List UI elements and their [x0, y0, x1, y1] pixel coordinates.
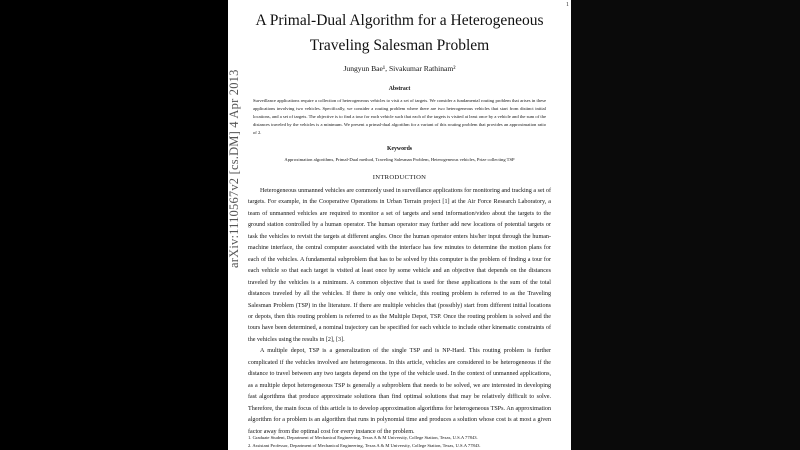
paper-title-line-1: A Primal-Dual Algorithm for a Heterogeneous [255, 12, 544, 29]
footnote-2: 2. Assistant Professor, Department of Mechanical Engineering, Texas A & M University, College Station, Texas, U.S.A 77843. [248, 442, 481, 448]
footnotes [248, 434, 551, 449]
keywords-text: Approximation algorithms, Primal-Dual method, Traveling Salesman Problem, Heterogeneous vehicles, Prize collecting TSP [284, 157, 515, 162]
paper-authors: Jungyun Bae¹, Sivakumar Rathinam² [343, 64, 456, 73]
page-corner-mark: 1 [566, 2, 569, 8]
introduction-heading: INTRODUCTION [372, 174, 427, 181]
intro-paragraph-1: Heterogeneous unmanned vehicles are commonly used in surveillance applications for monitoring and tracking a set of targets. For example, in the Cooperative Operations in Urban Terrain project [1] at the Air Force Research Laboratory, a team of unmanned vehicles are required to monitor a set of targets and send information/video about the targets to the ground station controlled by a human operator. The human operator may further add new locations of potential targets or task the vehicles to revisit the targets at different angles. Once the human operator enters his/her input through the human-machine interface, the central computer associated with the interface has few minutes to determine the motion plans for each of the vehicles. A fundamental subproblem that has to be solved by this computer is the problem of finding a tour for each vehicle so that each target is visited at least once by some vehicle and an objective that depends on the distances traveled by the vehicles is a minimum. A common objective that is used for these applications is the sum of the total distances traveled by all the vehicles. If there is only one vehicle, this routing problem is referred to as the Traveling Salesman Problem (TSP) in the literature. If there are multiple vehicles that (possibly) start from different initial locations or depots, then this routing problem is referred to as the Multiple Depot, TSP. Once the routing problem is solved and the tours have been determined, a nominal trajectory can be specified for each vehicle to include other kinematic constraints of the vehicles using the results in [2], [3]. [248, 188, 551, 343]
paper-page [228, 0, 571, 450]
paper-title-line-2: Traveling Salesman Problem [309, 37, 490, 54]
keywords-heading: Keywords [386, 146, 413, 152]
viewer-background [571, 0, 800, 450]
footnote-1: 1. Graduate Student, Department of Mechanical Engineering, Texas A & M University, College Station, Texas, U.S.A 77843. [248, 435, 478, 440]
intro-paragraph-2: A multiple depot, TSP is a generalization of the single TSP and is NP-Hard. This routing problem is further complicated if the vehicles involved are heterogeneous. In this article, vehicles are considered to be heterogeneous if the distance to travel between any two targets depend on the type of the vehicle used. In the context of unmanned applications, as a multiple depot heterogeneous TSP is generally a subproblem that needs to be solved, we are interested in developing fast algorithms that produce approximate solutions than find optimal solutions that may be relatively difficult to solve. Therefore, the main focus of this article is to develop approximation algorithms for heterogeneous TSPs. An approximation algorithm for a problem is an algorithm that runs in polynomial time and produces a solution whose cost is at most a given factor away from the optimal cost for every instance of the problem. [248, 348, 551, 435]
introduction-body [248, 186, 551, 438]
abstract-heading: Abstract [388, 86, 411, 92]
abstract-text: Surveillance applications require a collection of heterogeneous vehicles to visit a set of targets. We consider a fundamental routing problem that arises in these applications involving two vehicles. Specifically, we consider a routing problem where there are two heterogeneous vehicles that start from distinct initial locations, and a set of targets. The objective is to find a tour for each vehicle such that each of the targets is visited at least once by a vehicle and the sum of the distances traveled by the vehicles is a minimum. We present a primal-dual algorithm for a variant of this routing problem that provides an approximation ratio of 2. [253, 98, 546, 136]
arxiv-identifier-stamp: arXiv:1110567v2 [cs.DM] 4 Apr 2013 [227, 69, 241, 268]
